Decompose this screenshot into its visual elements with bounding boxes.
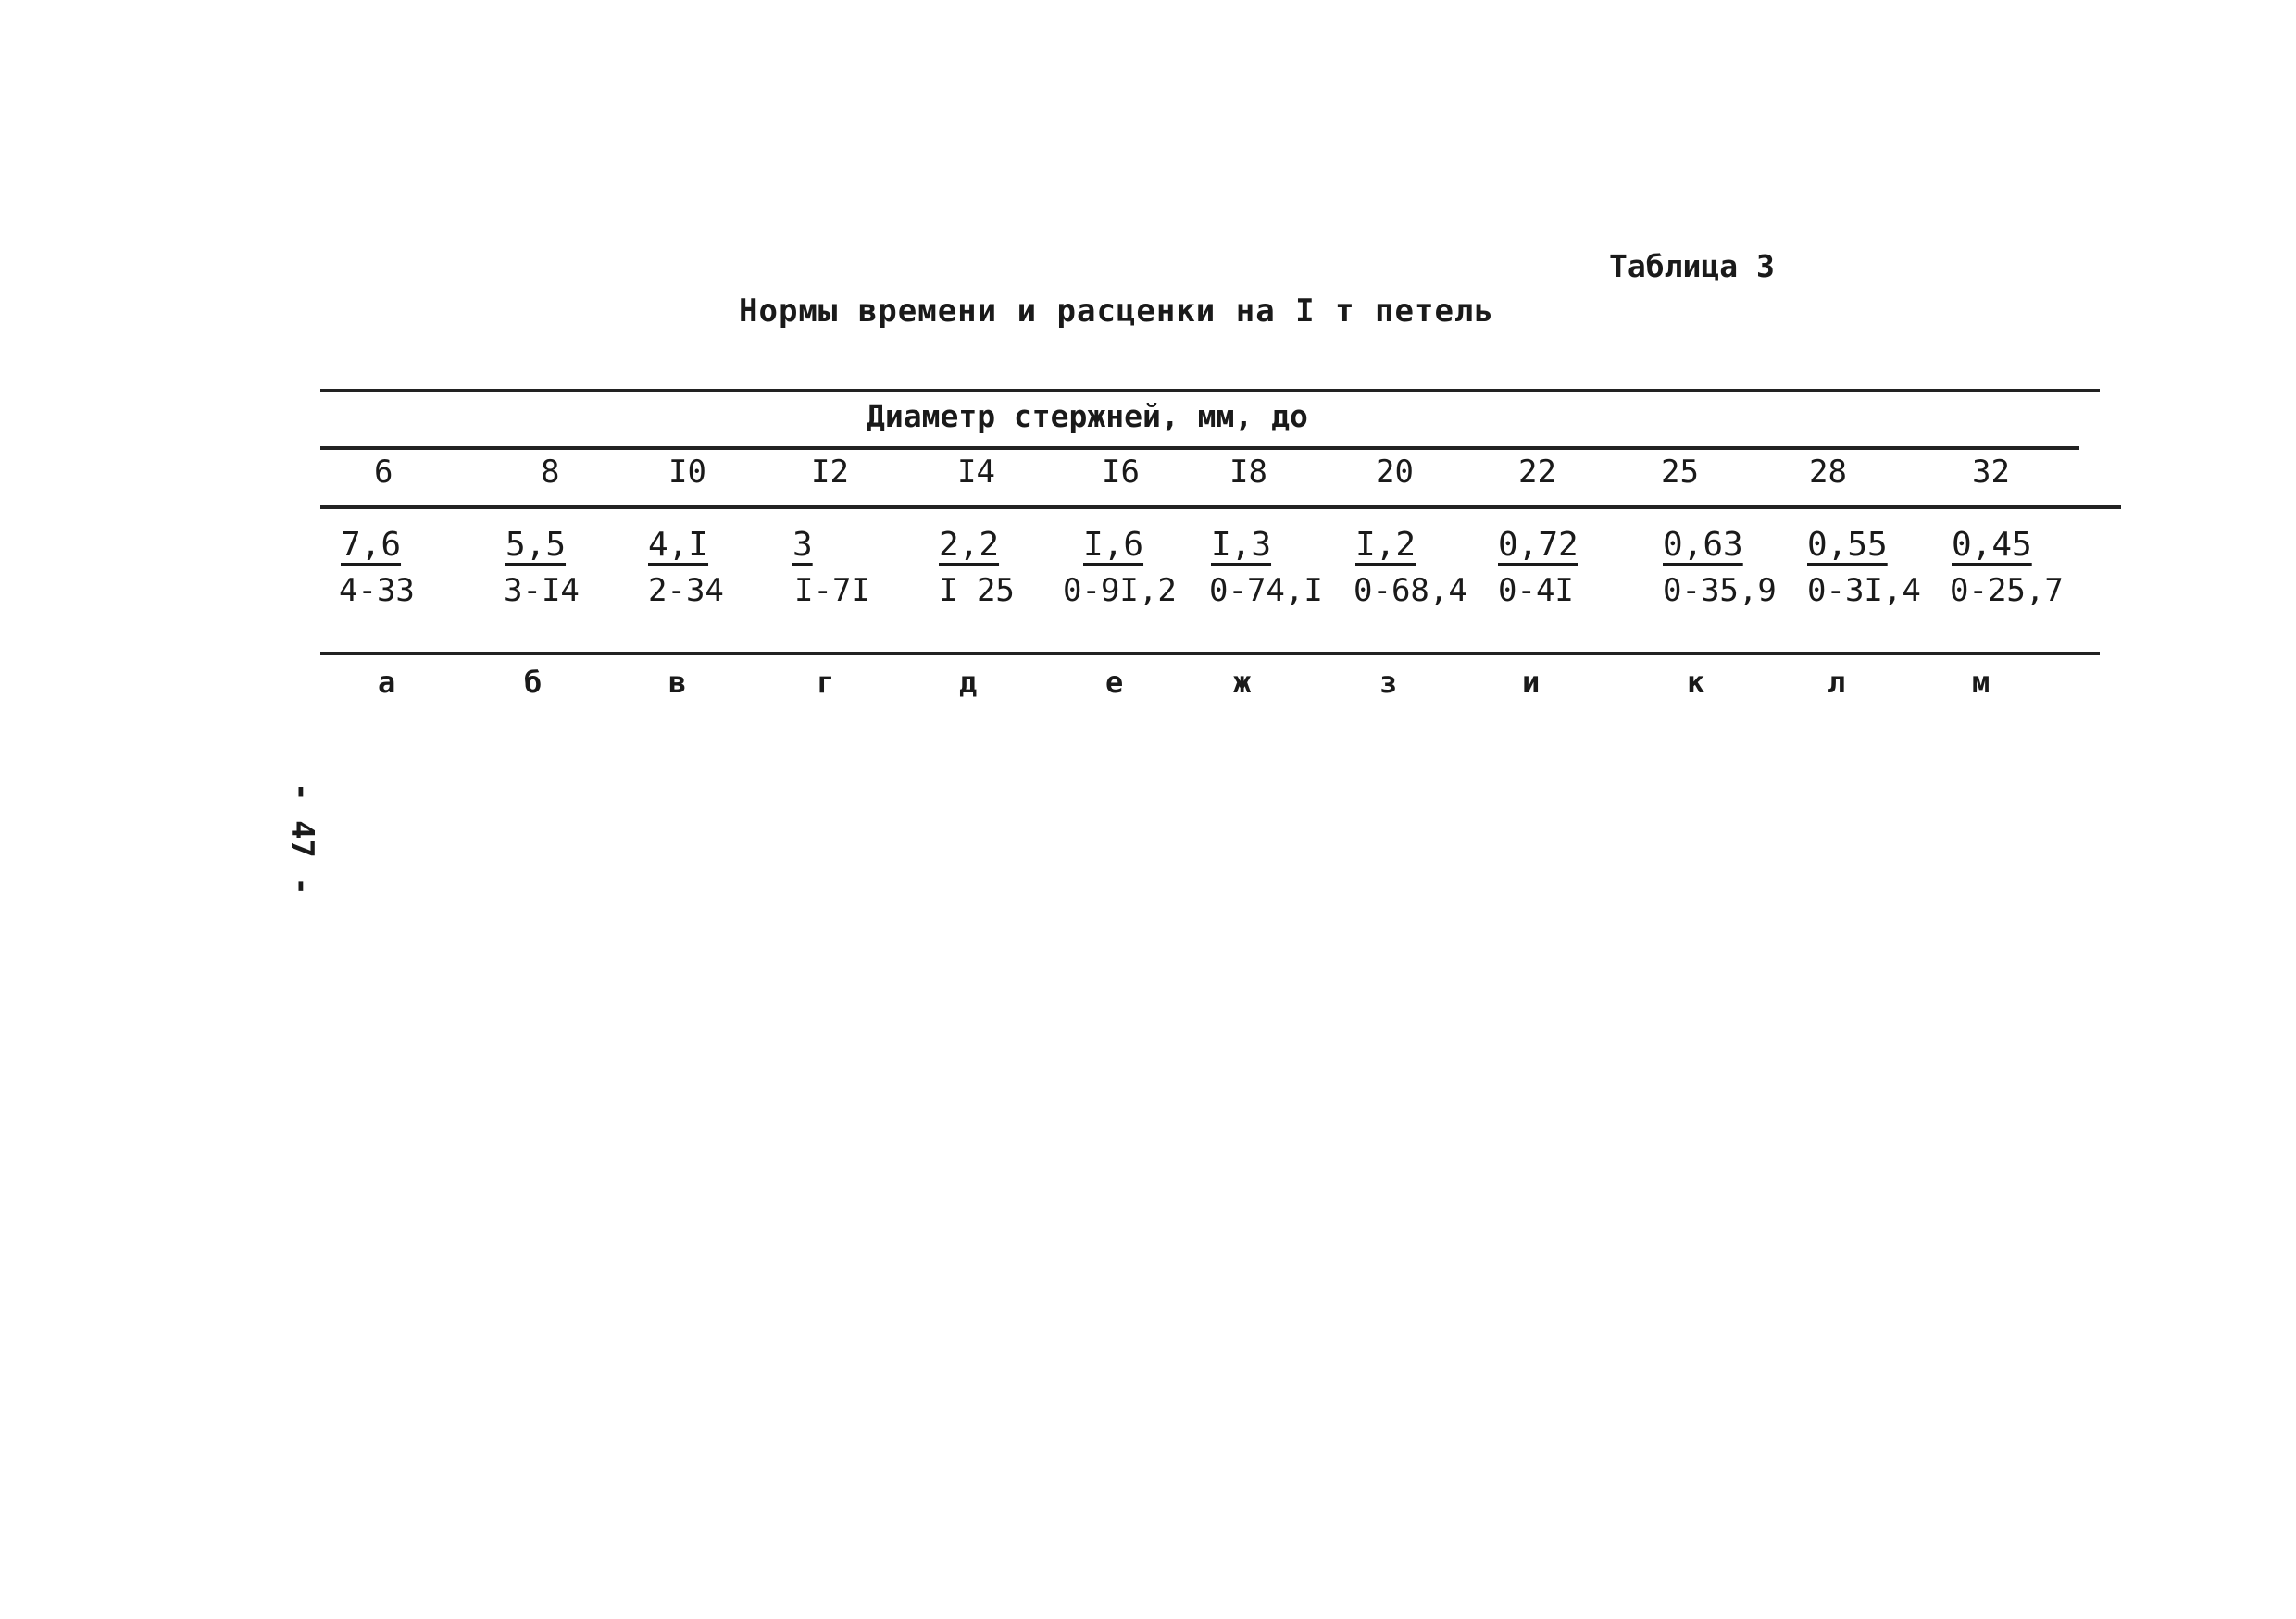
column-letter: а: [378, 665, 396, 700]
norm-cell: 2,2: [939, 526, 1000, 564]
diameter-cell: 32: [1972, 454, 2010, 491]
rate-cell: 0-35,9: [1663, 572, 1777, 609]
norm-cell: 5,5: [505, 526, 567, 564]
norm-cell: 7,6: [341, 526, 402, 564]
rate-cell: 3-I4: [504, 572, 580, 609]
diameter-cell: 6: [374, 454, 393, 491]
diameter-cell: I6: [1102, 454, 1140, 491]
rate-cell: 0-3I,4: [1807, 572, 1921, 609]
column-letter: м: [1972, 665, 1990, 700]
table-top-rule: [320, 389, 2100, 392]
diameter-cell: 8: [541, 454, 560, 491]
norm-cell: I,3: [1211, 526, 1272, 564]
diameter-cell: 25: [1661, 454, 1699, 491]
table-bottom-rule: [320, 652, 2100, 655]
norm-cell: 3: [792, 526, 813, 564]
table-label: Таблица 3: [1609, 248, 1775, 284]
column-letter: ж: [1233, 665, 1252, 700]
diameter-cell: I4: [957, 454, 995, 491]
column-letter: в: [668, 665, 687, 700]
rate-cell: 0-68,4: [1354, 572, 1467, 609]
header-divider-rule: [320, 446, 2079, 450]
column-letter: и: [1522, 665, 1541, 700]
rate-cell: 4-33: [339, 572, 415, 609]
header-caption: Диаметр стержней, мм, до: [867, 398, 1308, 434]
norm-cell: 0,45: [1952, 526, 2032, 564]
column-letter: г: [817, 665, 835, 700]
rate-cell: I 25: [939, 572, 1015, 609]
column-letter: л: [1828, 665, 1846, 700]
diameter-cell: I2: [811, 454, 849, 491]
norm-cell: 4,I: [648, 526, 709, 564]
rate-cell: 0-9I,2: [1063, 572, 1177, 609]
column-letter: б: [524, 665, 543, 700]
diameter-divider-rule: [320, 505, 2121, 509]
diameter-cell: I8: [1229, 454, 1267, 491]
rate-cell: 0-4I: [1498, 572, 1574, 609]
column-letter: д: [959, 665, 978, 700]
table-title: Нормы времени и расценки на I т петель: [739, 293, 1494, 330]
rate-cell: 2-34: [648, 572, 724, 609]
page-number: - 47 -: [283, 782, 320, 896]
diameter-cell: 20: [1376, 454, 1414, 491]
diameter-cell: I0: [668, 454, 706, 491]
diameter-cell: 28: [1809, 454, 1847, 491]
norm-cell: 0,63: [1663, 526, 1743, 564]
column-letter: з: [1379, 665, 1398, 700]
norm-cell: 0,55: [1807, 526, 1888, 564]
rate-cell: 0-25,7: [1950, 572, 2064, 609]
column-letter: к: [1687, 665, 1705, 700]
norm-cell: I,6: [1083, 526, 1144, 564]
norm-cell: 0,72: [1498, 526, 1578, 564]
diameter-cell: 22: [1518, 454, 1556, 491]
column-letter: е: [1105, 665, 1124, 700]
norm-cell: I,2: [1355, 526, 1416, 564]
rate-cell: 0-74,I: [1209, 572, 1323, 609]
rate-cell: I-7I: [794, 572, 870, 609]
